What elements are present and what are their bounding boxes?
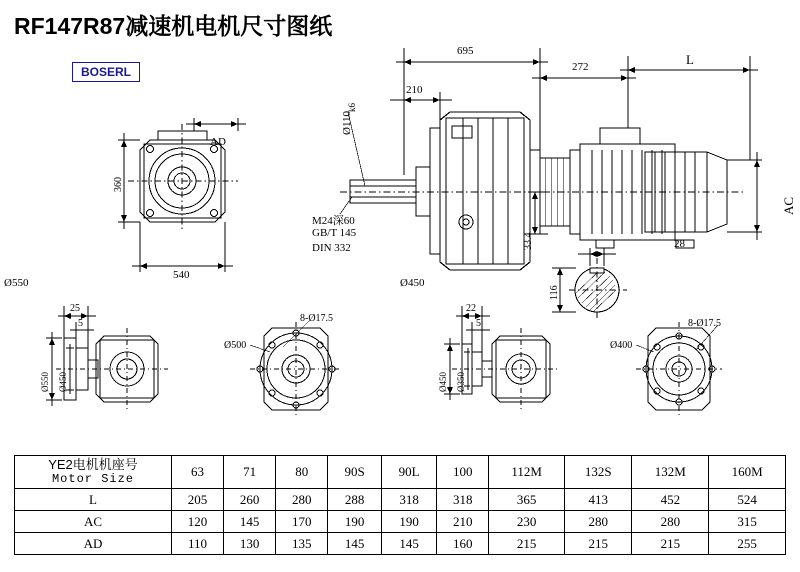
holes-left-label: 8-Ø17.5 <box>300 313 334 324</box>
dia-550-label: Ø550 <box>4 277 29 289</box>
holes-right-label: 8-Ø17.5 <box>688 318 722 329</box>
dim-shaft-dia-label: Ø110 <box>341 110 353 135</box>
dim-22-label: 22 <box>466 303 476 314</box>
table-cell: 215 <box>564 533 632 555</box>
table-row <box>15 489 786 511</box>
table-cell: 280 <box>276 489 328 511</box>
table-cell: 145 <box>328 533 382 555</box>
dia-400-label: Ø400 <box>610 340 633 351</box>
page-title: RF147R87减速机电机尺寸图纸 <box>14 13 333 39</box>
table-cell: 318 <box>382 489 437 511</box>
dia-450-label: Ø450 <box>400 277 425 289</box>
table-cell: 215 <box>632 533 709 555</box>
dim-33-4-label: 33.4 <box>523 232 534 250</box>
dia-350-vertical-label: Ø350 <box>456 372 466 392</box>
thread-note-line2: GB/T 145 <box>312 227 357 239</box>
dim-L-label: L <box>686 52 694 67</box>
table-col-header: 90S <box>328 456 382 489</box>
table-cell: 210 <box>437 511 489 533</box>
table-cell: 288 <box>328 489 382 511</box>
table-row-label: AD <box>15 533 172 555</box>
table-cell: 260 <box>224 489 276 511</box>
brand-logo: BOSERL <box>72 62 140 82</box>
dim-25-label: 25 <box>70 303 80 314</box>
table-header-row <box>15 456 786 489</box>
dim-116-label: 116 <box>549 285 560 300</box>
table-row-header-motor-size <box>15 456 172 489</box>
dim-AD-label: AD <box>210 136 226 148</box>
thread-note-line3: DIN 332 <box>312 242 351 254</box>
table-cell: 190 <box>328 511 382 533</box>
table-cell: 170 <box>276 511 328 533</box>
dim-540-label: 540 <box>173 269 190 281</box>
table-cell: 205 <box>172 489 224 511</box>
dia-450-vertical-label: Ø450 <box>58 372 68 392</box>
table-cell: 145 <box>382 533 437 555</box>
table-cell: 160 <box>437 533 489 555</box>
dia-500-label: Ø500 <box>224 340 247 351</box>
motor-size-table <box>14 455 786 555</box>
table-row-label: L <box>15 489 172 511</box>
table-cell: 120 <box>172 511 224 533</box>
table-cell: 215 <box>489 533 565 555</box>
table-cell: 413 <box>564 489 632 511</box>
dim-210-label: 210 <box>406 84 423 96</box>
table-row <box>15 533 786 555</box>
table-cell: 130 <box>224 533 276 555</box>
table-cell: 280 <box>632 511 709 533</box>
table-col-header: 100 <box>437 456 489 489</box>
dim-5-right-label: 5 <box>476 318 481 329</box>
table-cell: 110 <box>172 533 224 555</box>
dim-695-label: 695 <box>457 45 474 57</box>
dia-550-vertical-label: Ø550 <box>40 372 50 392</box>
motor-size-cn-label: YE2电机机座号 <box>48 457 138 472</box>
table-col-header: 160M <box>709 456 786 489</box>
table-cell: 318 <box>437 489 489 511</box>
table-cell: 230 <box>489 511 565 533</box>
dim-272-label: 272 <box>572 61 589 73</box>
dim-360-label: 360 <box>113 177 124 192</box>
table-cell: 255 <box>709 533 786 555</box>
dim-5-left-label: 5 <box>78 318 83 329</box>
table-col-header: 80 <box>276 456 328 489</box>
table-row-label: AC <box>15 511 172 533</box>
table-cell: 145 <box>224 511 276 533</box>
dia-450-vertical-2-label: Ø450 <box>438 372 448 392</box>
thread-note-line1: M24深60 <box>312 215 355 227</box>
table-col-header: 132S <box>564 456 632 489</box>
motor-size-en-label: Motor Size <box>51 472 134 486</box>
table-cell: 315 <box>709 511 786 533</box>
dim-shaft-tolerance-label: k6 <box>347 103 357 112</box>
table-cell: 135 <box>276 533 328 555</box>
table-col-header: 71 <box>224 456 276 489</box>
table-col-header: 112M <box>489 456 565 489</box>
table-cell: 365 <box>489 489 565 511</box>
table-row <box>15 511 786 533</box>
dim-AC-label: AC <box>781 196 796 215</box>
table-col-header: 90L <box>382 456 437 489</box>
table-cell: 280 <box>564 511 632 533</box>
dim-28-label: 28 <box>674 238 685 250</box>
table-cell: 524 <box>709 489 786 511</box>
table-col-header: 132M <box>632 456 709 489</box>
table-cell: 190 <box>382 511 437 533</box>
table-cell: 452 <box>632 489 709 511</box>
table-col-header: 63 <box>172 456 224 489</box>
